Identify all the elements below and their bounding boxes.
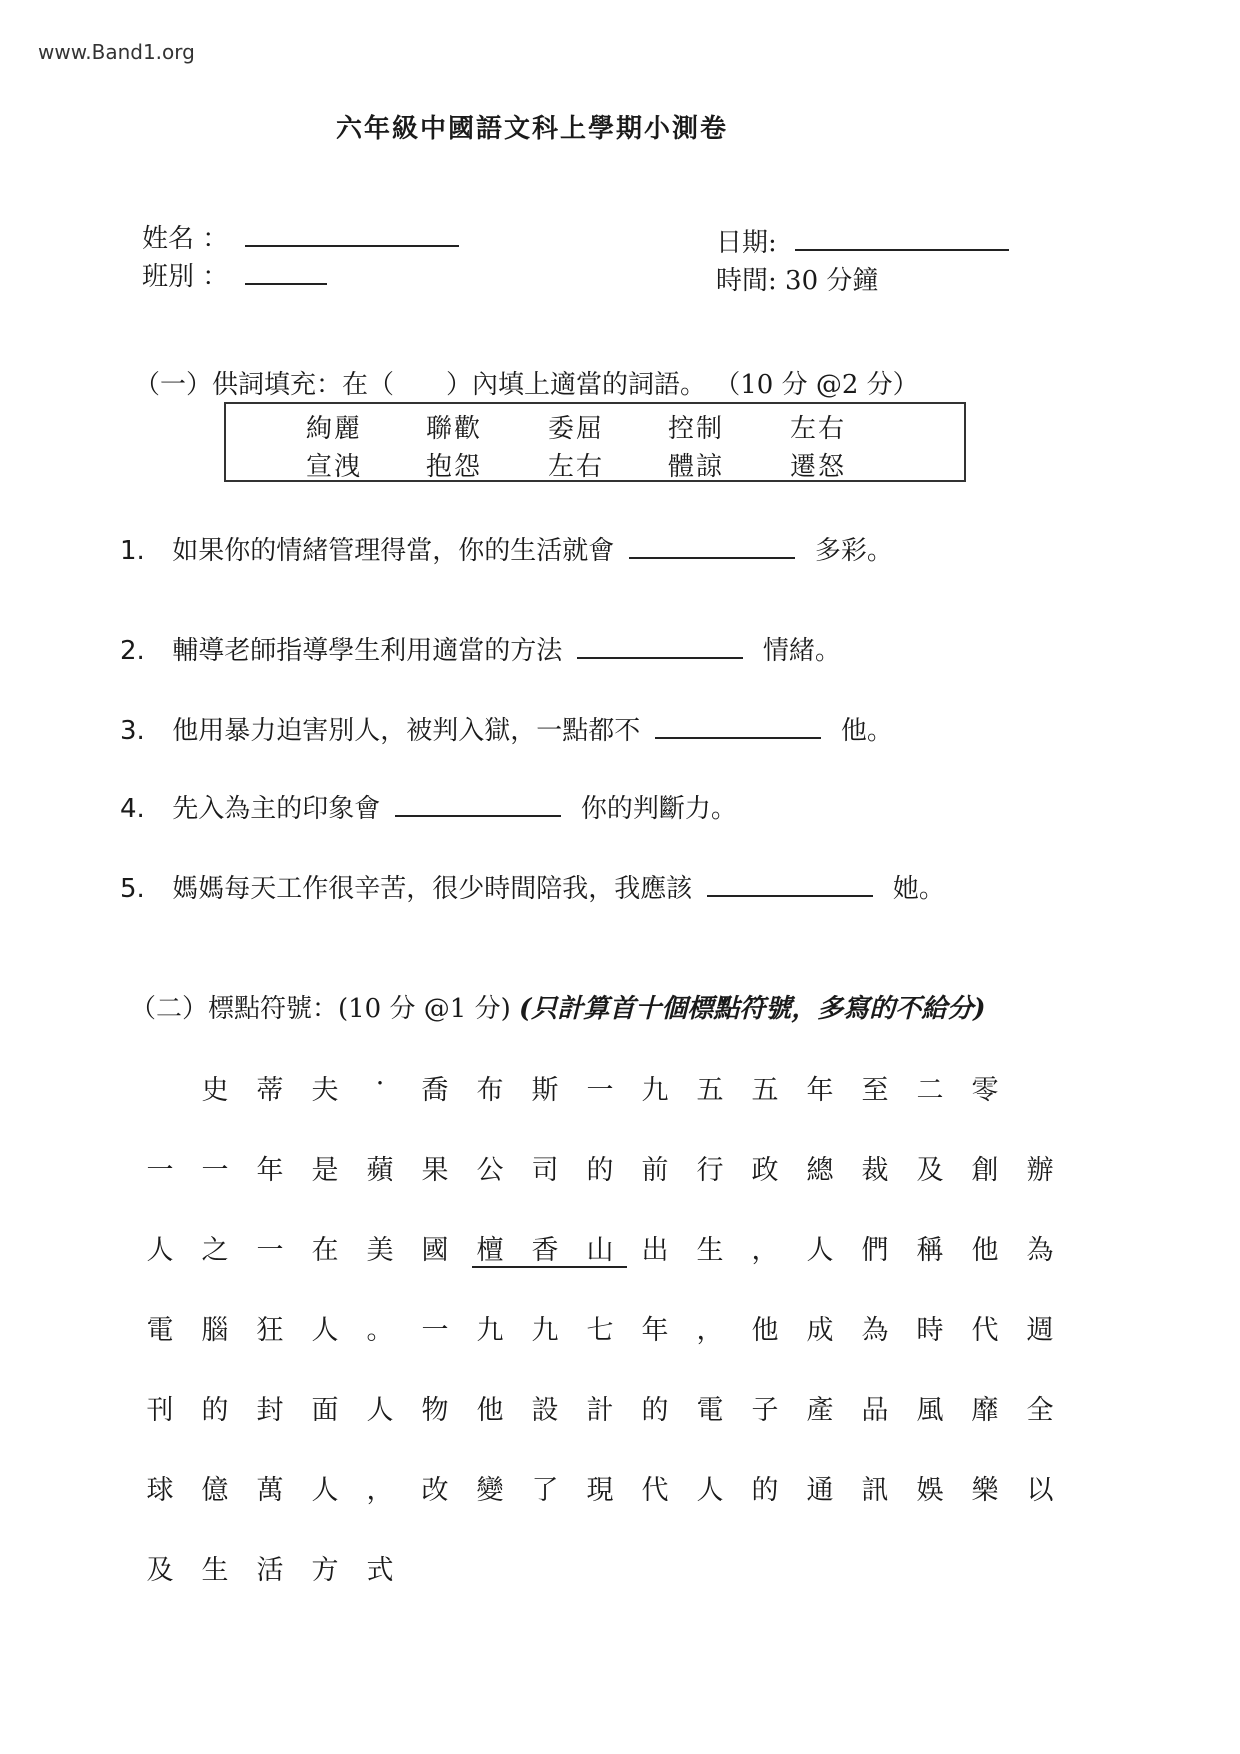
question-number: 4.: [120, 794, 145, 824]
passage-char: 之: [201, 1235, 229, 1266]
passage-char: 球: [146, 1475, 174, 1506]
passage-char: 億: [201, 1475, 229, 1506]
passage-char: 人: [806, 1235, 834, 1266]
passage-char: 子: [751, 1395, 779, 1426]
passage-char: 喬: [421, 1075, 449, 1106]
passage-char: 是: [311, 1155, 339, 1186]
passage-char: 他: [476, 1395, 504, 1426]
passage-char: 訊: [861, 1475, 889, 1506]
section2-heading-row: [130, 988, 986, 1025]
passage-char: 。: [366, 1315, 394, 1346]
passage-char: 們: [861, 1235, 889, 1266]
question-text: 媽媽每天工作很辛苦，很少時間陪我，我應該: [172, 874, 693, 904]
word-bank-item: 絢麗: [306, 414, 363, 444]
date-row: [716, 222, 1009, 259]
passage-char: 現: [586, 1475, 614, 1506]
question-number: 3.: [120, 716, 145, 746]
page-title: 六年級中國語文科上學期小測卷: [336, 114, 729, 144]
passage-char: ，: [751, 1235, 779, 1266]
passage-char: 公: [476, 1155, 504, 1186]
website-label: www.Band1.org: [38, 40, 195, 64]
passage-char: 行: [696, 1155, 724, 1186]
word-bank-item: 委屈: [548, 414, 605, 444]
passage-char: 人: [311, 1475, 339, 1506]
passage-char: 方: [311, 1555, 339, 1586]
passage-char: 零: [971, 1075, 999, 1106]
class-blank[interactable]: [245, 283, 327, 285]
name-blank[interactable]: [245, 245, 459, 247]
passage-char: 代: [971, 1315, 999, 1346]
passage-char: 變: [476, 1475, 504, 1506]
class-row: [142, 256, 327, 293]
passage-char: 為: [1026, 1235, 1054, 1266]
passage-char: 生: [201, 1555, 229, 1586]
passage-char: 果: [421, 1155, 449, 1186]
passage-char: 產: [806, 1395, 834, 1426]
passage-char: 設: [531, 1395, 559, 1426]
passage-char: 風: [916, 1395, 944, 1426]
passage-line: [140, 1388, 1060, 1428]
passage-char: 二: [916, 1075, 944, 1106]
question-number: 5.: [120, 874, 145, 904]
passage-char: 五: [696, 1075, 724, 1106]
passage-char: 夫: [311, 1075, 339, 1106]
passage-char: [140, 1068, 180, 1107]
word-bank-box: [224, 402, 966, 482]
name-label: 姓名 ：: [142, 224, 229, 254]
question-text-after: 多彩。: [814, 536, 893, 566]
proper-noun-underline: [472, 1266, 627, 1268]
passage-line: [140, 1148, 1060, 1188]
passage-char: 改: [421, 1475, 449, 1506]
answer-blank[interactable]: [707, 895, 873, 897]
word-bank-item: 左右: [790, 414, 847, 444]
passage-char: 一: [256, 1235, 284, 1266]
word-bank-item: 控制: [668, 414, 725, 444]
name-row: [142, 218, 459, 255]
passage-char: 史: [201, 1075, 229, 1106]
passage-char: 布: [476, 1075, 504, 1106]
word-bank-item: 抱怨: [426, 452, 483, 482]
passage-char: 國: [421, 1235, 449, 1266]
passage-char: 式: [366, 1555, 394, 1586]
passage-char: 代: [641, 1475, 669, 1506]
section2-note: (只計算首十個標點符號，多寫的不給分): [518, 994, 986, 1024]
passage-char: 全: [1026, 1395, 1054, 1426]
passage-char: 電: [146, 1315, 174, 1346]
passage-char: 香: [531, 1235, 559, 1266]
passage-char: 總: [806, 1155, 834, 1186]
passage-char: 週: [1026, 1315, 1054, 1346]
passage-char: 蘋: [366, 1155, 394, 1186]
passage-char: 為: [861, 1315, 889, 1346]
passage-char: 時: [916, 1315, 944, 1346]
passage-char: 樂: [971, 1475, 999, 1506]
passage-char: ，: [366, 1475, 394, 1506]
question-text: 輔導老師指導學生利用適當的方法: [172, 636, 563, 666]
question-text: 先入為主的印象會: [172, 794, 381, 824]
passage-line: [140, 1068, 1060, 1108]
passage-char: 通: [806, 1475, 834, 1506]
passage-char: 靡: [971, 1395, 999, 1426]
question-5: [120, 868, 945, 905]
passage-char: 人: [311, 1315, 339, 1346]
passage-char: 斯: [531, 1075, 559, 1106]
question-2: [120, 630, 841, 667]
question-text: 如果你的情緒管理得當，你的生活就會: [172, 536, 615, 566]
passage-char: 封: [256, 1395, 284, 1426]
passage-char: 的: [751, 1475, 779, 1506]
passage-line: [140, 1308, 1060, 1348]
passage-char: 腦: [201, 1315, 229, 1346]
passage-char: 年: [256, 1155, 284, 1186]
passage-char: ·: [375, 1068, 385, 1099]
question-1: [120, 530, 893, 567]
answer-blank[interactable]: [577, 657, 743, 659]
passage-char: 娛: [916, 1475, 944, 1506]
question-text-after: 你的判斷力。: [580, 794, 737, 824]
passage-char: 前: [641, 1155, 669, 1186]
passage-char: 了: [531, 1475, 559, 1506]
word-bank-item: 遷怒: [790, 452, 847, 482]
passage-char: 山: [586, 1235, 614, 1266]
passage-char: 辦: [1026, 1155, 1054, 1186]
passage-char: 及: [916, 1155, 944, 1186]
passage-char: 九: [476, 1315, 504, 1346]
passage-char: 活: [256, 1555, 284, 1586]
passage-char: 裁: [861, 1155, 889, 1186]
passage-char: 一: [586, 1075, 614, 1106]
passage-char: 一: [421, 1315, 449, 1346]
question-4: [120, 788, 737, 825]
passage-char: 的: [586, 1155, 614, 1186]
time-label: 時間: 30 分鐘: [716, 266, 879, 296]
passage-char: 刊: [146, 1395, 174, 1426]
passage-char: 的: [201, 1395, 229, 1426]
passage-char: 一: [201, 1155, 229, 1186]
passage-char: 電: [696, 1395, 724, 1426]
passage-char: 一: [146, 1155, 174, 1186]
passage-char: 生: [696, 1235, 724, 1266]
passage-char: ，: [696, 1315, 724, 1346]
answer-blank[interactable]: [629, 557, 795, 559]
passage-char: 面: [311, 1395, 339, 1426]
passage-char: 至: [861, 1075, 889, 1106]
passage-char: 檀: [476, 1235, 504, 1266]
passage-char: 美: [366, 1235, 394, 1266]
passage-char: 計: [586, 1395, 614, 1426]
question-text: 他用暴力迫害別人，被判入獄，一點都不: [172, 716, 641, 746]
passage-char: 及: [146, 1555, 174, 1586]
word-bank-item: 左右: [548, 452, 605, 482]
question-3: [120, 710, 893, 747]
passage-char: 人: [696, 1475, 724, 1506]
passage-char: 蒂: [256, 1075, 284, 1106]
passage-char: 五: [751, 1075, 779, 1106]
word-bank-item: 聯歡: [426, 414, 483, 444]
passage-char: 在: [311, 1235, 339, 1266]
class-label: 班別 ：: [142, 262, 229, 292]
passage-char: 萬: [256, 1475, 284, 1506]
passage-char: 創: [971, 1155, 999, 1186]
question-text-after: 她。: [892, 874, 945, 904]
passage-char: 司: [531, 1155, 559, 1186]
word-bank-item: 宣洩: [306, 452, 363, 482]
passage-char: 九: [641, 1075, 669, 1106]
passage-char: 七: [586, 1315, 614, 1346]
section1-heading: （一）供詞填充：在（ ）內填上適當的詞語。 （10 分 @2 分）: [134, 370, 919, 400]
question-text-after: 情緒。: [762, 636, 841, 666]
passage-char: 年: [641, 1315, 669, 1346]
question-number: 2.: [120, 636, 145, 666]
passage-line: [140, 1548, 1060, 1588]
answer-blank[interactable]: [655, 737, 821, 739]
passage-char: 狂: [256, 1315, 284, 1346]
passage-char: 人: [366, 1395, 394, 1426]
passage-char: 的: [641, 1395, 669, 1426]
question-text-after: 他。: [840, 716, 893, 746]
passage-line: [140, 1228, 1060, 1268]
section2-heading: （二）標點符號：(10 分 @1 分): [130, 994, 511, 1024]
passage-char: 他: [751, 1315, 779, 1346]
passage-line: [140, 1468, 1060, 1508]
passage-char: 物: [421, 1395, 449, 1426]
date-blank[interactable]: [795, 249, 1009, 251]
passage-char: 稱: [916, 1235, 944, 1266]
question-number: 1.: [120, 536, 145, 566]
date-label: 日期:: [716, 228, 777, 258]
passage-char: 出: [641, 1235, 669, 1266]
word-bank-item: 體諒: [668, 452, 725, 482]
passage-char: 品: [861, 1395, 889, 1426]
passage-char: 九: [531, 1315, 559, 1346]
passage-char: 成: [806, 1315, 834, 1346]
passage-char: 政: [751, 1155, 779, 1186]
passage-char: 年: [806, 1075, 834, 1106]
passage-char: 以: [1026, 1475, 1054, 1506]
answer-blank[interactable]: [395, 815, 561, 817]
passage-char: 人: [146, 1235, 174, 1266]
passage-char: 他: [971, 1235, 999, 1266]
